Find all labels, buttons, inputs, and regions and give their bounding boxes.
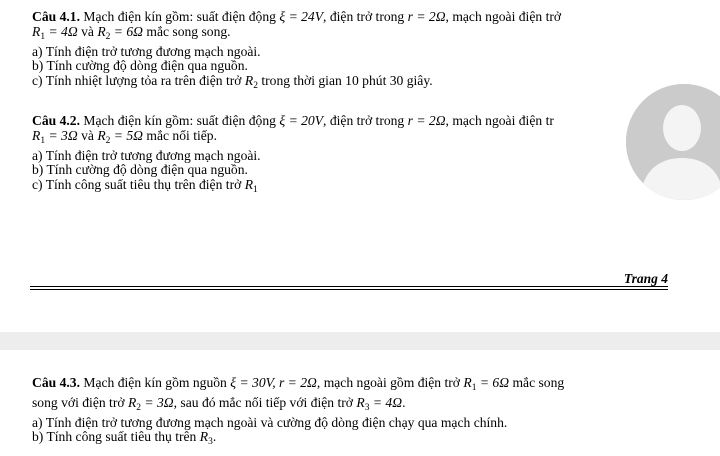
q41-emf: ξ = 24V [279,9,324,24]
q41-title: Câu 4.1. [32,9,80,24]
page-separator [0,332,720,350]
q43-part-b [32,430,680,450]
q42-connection: mắc nối tiếp. [142,127,217,143]
q42-r1: R [32,127,41,143]
q43-text-5: , sau đó mắc nối tiếp với điện trở [173,394,353,410]
q43-text-2: , mạch ngoài gồm điện trở [316,375,460,390]
q43-r2-sub: 2 [136,402,142,413]
q42-text-3: , mạch ngoài điện tr [445,113,554,128]
page-number: Trang 4 [623,271,668,286]
q42-internal-resistance: r = 2Ω [407,113,446,128]
q43-r1-value: = 6Ω [476,375,510,390]
q42-line-1 [32,114,680,129]
q43-r3: R [356,394,365,410]
q43-line-1 [32,376,680,396]
q43-r3-value: = 4Ω [369,394,403,410]
q41-part-b: b) Tính cường độ dòng điện qua nguồn. [32,58,248,74]
q42-line-2 [32,129,680,149]
q42-emf: ξ = 20V [279,113,324,128]
q42-part-c-r: R [244,177,254,193]
q43-text-3: mắc song [509,375,565,390]
q42-text: Mạch điện kín gồm: suất điện động [83,113,276,128]
q41-part-c-r-sub: 2 [253,81,258,92]
q43-r2: R [127,394,137,410]
question-4-2 [32,114,680,198]
q42-part-c [32,178,680,198]
q43-part-b-r-sub: 3 [208,437,213,448]
q43-r1: R [463,375,472,390]
q42-r1-value: = 3Ω [45,127,78,143]
q41-r2-sub: 2 [105,31,111,42]
q42-and: và [77,127,98,143]
q41-part-a: a) Tính điện trở tương đương mạch ngoài. [32,43,261,59]
q43-title: Câu 4.3. [32,375,80,390]
q43-r1-sub: 1 [471,383,477,393]
footer-rule [30,286,668,287]
q41-r1-value: = 4Ω [45,23,78,39]
q43-part-b-period: . [212,429,217,445]
q42-title: Câu 4.2. [32,113,80,128]
document-page-5 [0,350,720,456]
q41-part-c-text: c) Tính nhiệt lượng tỏa ra trên điện trở [32,73,242,89]
q41-r2: R [97,23,106,39]
question-4-3 [32,376,680,450]
q43-part-b-text: b) Tính công suất tiêu thụ trên [32,429,197,445]
q41-internal-resistance: r = 2Ω [407,9,446,24]
q41-text: Mạch điện kín gồm: suất điện động [83,9,276,24]
q41-and: và [77,23,98,39]
q43-text-4: song với điện trở [32,394,125,410]
q42-r1-sub: 1 [40,135,46,146]
q41-connection: mắc song song. [142,23,231,39]
q42-part-c-r-sub: 1 [253,185,258,196]
question-4-1 [32,10,680,94]
q43-r2-value: = 3Ω [141,394,174,410]
q42-part-b: b) Tính cường độ dòng điện qua nguồn. [32,162,248,178]
footer-rule-double [30,289,668,290]
q41-r1-sub: 1 [40,31,46,42]
q43-r3-sub: 3 [364,402,370,413]
q41-r2-value: = 6Ω [110,23,143,39]
q43-line-2 [32,396,680,416]
q41-r1: R [32,23,41,39]
q41-part-c-time: trong thời gian 10 phút 30 giây. [257,73,433,89]
q43-source: ξ = 30V, r = 2Ω [230,375,317,390]
q42-part-c-text: c) Tính công suất tiêu thụ trên điện trở [32,177,242,193]
q42-r2: R [97,127,106,143]
q43-part-a: a) Tính điện trở tương đương mạch ngoài và cường độ dòng điện chạy qua mạch chính. [32,414,508,430]
q43-part-b-r: R [199,429,209,445]
q41-part-c [32,74,680,94]
q43-text: Mạch điện kín gồm nguồn [83,375,227,390]
q42-part-a: a) Tính điện trở tương đương mạch ngoài. [32,147,261,163]
q42-r2-value: = 5Ω [110,127,143,143]
q41-text-2: , điện trở trong [323,9,405,24]
q42-r2-sub: 2 [105,135,111,146]
q41-line-2 [32,25,680,45]
q41-line-1 [32,10,680,25]
q41-part-c-r: R [244,73,254,89]
q41-text-3: , mạch ngoài điện trở [445,9,562,24]
q42-text-2: , điện trở trong [323,113,405,128]
q43-period: . [402,394,406,410]
